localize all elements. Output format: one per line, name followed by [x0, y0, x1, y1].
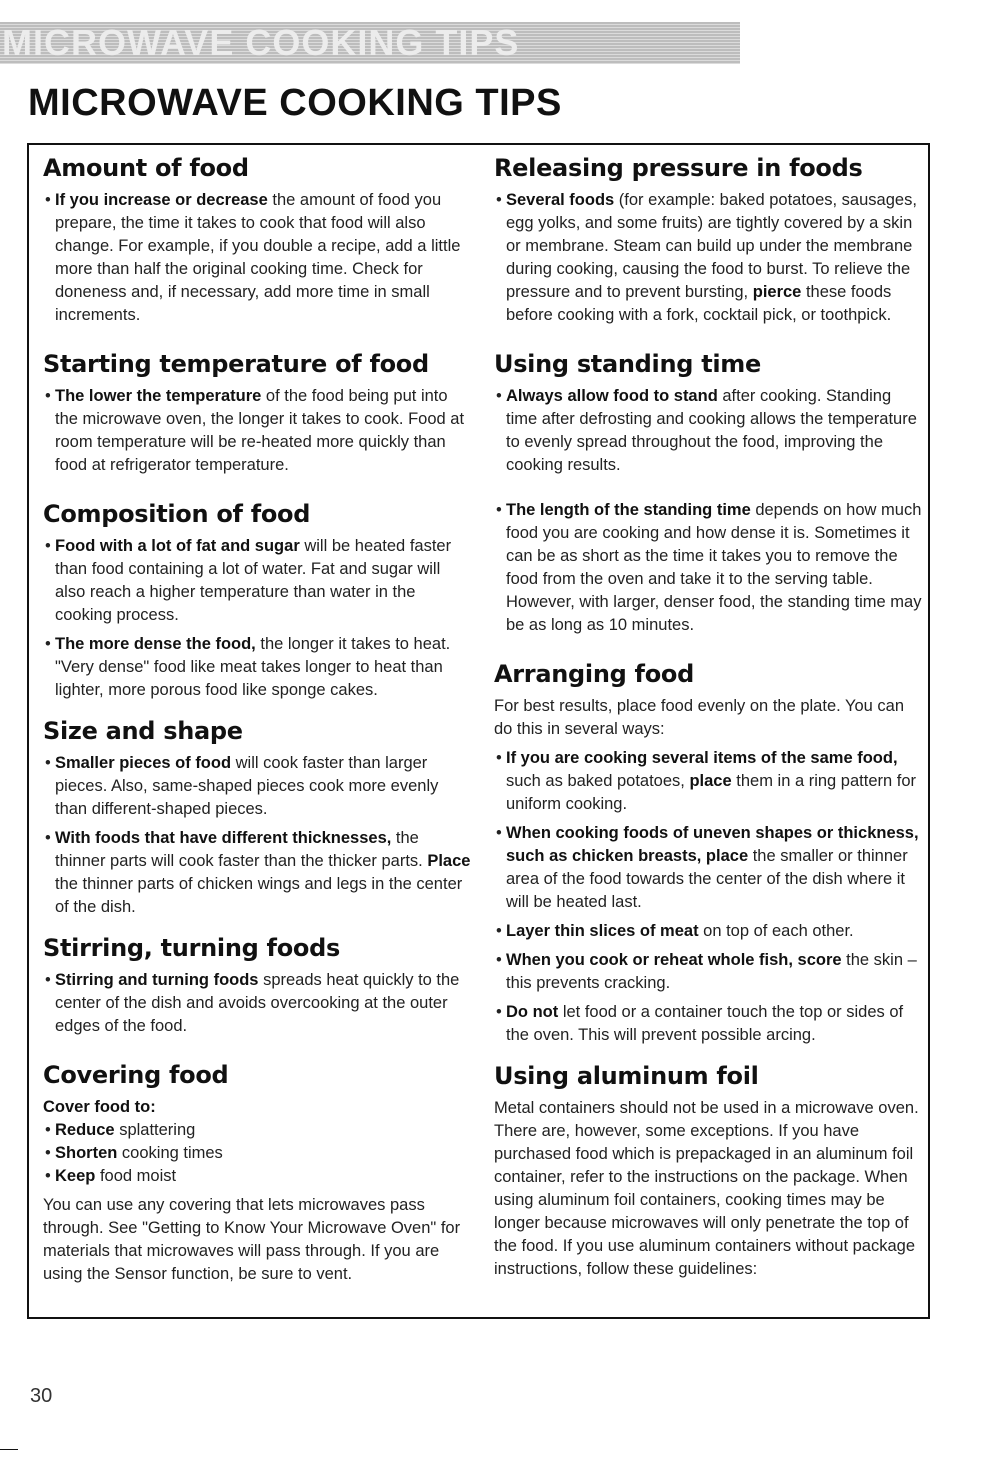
bullet-strong: When cooking foods of uneven shapes or thickness, such as chicken breasts, place [506, 824, 919, 865]
bullet-covering-1 [43, 1119, 473, 1142]
page-number: 30 [30, 1385, 53, 1407]
bullet-text: spreads heat quickly to the center of the dish and avoids overcooking at the outer edges of the food. [55, 971, 460, 1035]
bullet-text: such as baked potatoes, [506, 772, 690, 790]
bullet-text: of the food being put into the microwave oven, the longer it takes to cook. Food at room temperature will be re-heated more quickly than food at refrigerator temperature. [55, 387, 465, 474]
corner-mark [0, 1449, 18, 1450]
heading-stirring: Stirring, turning foods [43, 934, 340, 962]
bullet-text: cooking times [117, 1144, 223, 1162]
section-aluminum-foil [494, 1061, 924, 1281]
heading-starting-temperature: Starting temperature of food [43, 350, 429, 378]
section-size-shape [43, 716, 473, 919]
bullet-strong: place [689, 772, 732, 790]
heading-releasing-pressure: Releasing pressure in foods [494, 154, 863, 182]
bullet-text: will be heated faster than food containing a lot of water. Fat and sugar will also reach a higher temperature than water in the cooking process. [55, 537, 452, 624]
bullet-text: will cook faster than larger pieces. Also, same-shaped pieces cook more evenly than different-shaped pieces. [55, 754, 439, 818]
bullet-covering-2 [43, 1142, 473, 1165]
bullet-standing-2 [494, 499, 924, 637]
bullet-text: the amount of food you prepare, the time it takes to cook that food will also change. For example, if you double a recipe, add a little more than half the original cooking time. Check for doneness and, if necessary, add more time in small increments. [55, 191, 461, 324]
bullet-strong: Place [427, 852, 471, 870]
foil-paragraph: Metal containers should not be used in a microwave oven. There are, however, some exceptions. If you have purchased food which is prepackaged in an aluminum foil container, refer to the instructions on the package. When using aluminum foil containers, cooking times may be longer because microwaves will only penetrate the top of the food. If you use aluminum containers without package instructions, follow these guidelines: [494, 1099, 919, 1278]
bullet-size-2 [43, 827, 473, 919]
bullet-text: after cooking. Standing time after defrosting and cooking allows the temperature to evenly spread throughout the food, improving the cooking results. [506, 387, 917, 474]
bullet-strong: Layer thin slices of meat [506, 922, 699, 940]
right-column [494, 153, 924, 1281]
bullet-text: the skin – this prevents cracking. [506, 951, 917, 992]
section-banner [0, 22, 740, 64]
bullet-strong: Reduce [55, 1121, 115, 1139]
covering-lead-text: Cover food to: [43, 1098, 156, 1116]
arranging-intro: For best results, place food evenly on the plate. You can do this in several ways: [494, 697, 905, 738]
bullet-strong: Smaller pieces of food [55, 754, 232, 772]
bullet-strong: The more dense the food, [55, 635, 256, 653]
section-stirring [43, 933, 473, 1038]
bullet-strong: The length of the standing time [506, 501, 751, 519]
heading-composition: Composition of food [43, 500, 311, 528]
page-title: MICROWAVE COOKING TIPS [28, 82, 562, 124]
banner-text: MICROWAVE COOKING TIPS [2, 22, 520, 63]
bullet-strong: The lower the temperature [55, 387, 262, 405]
heading-covering: Covering food [43, 1061, 229, 1089]
bullet-arranging-1 [494, 747, 924, 816]
covering-lead [43, 1096, 473, 1119]
bullet-text: the smaller or thinner area of the food towards the center of the dish where it will be heated last. [506, 847, 908, 911]
bullet-strong: If you are cooking several items of the same food, [506, 749, 898, 767]
bullet-text: the thinner parts will cook faster than the thicker parts. [55, 829, 428, 870]
bullet-text: on top of each other. [698, 922, 854, 940]
bullet-amount-1 [43, 189, 473, 327]
covering-paragraph: You can use any covering that lets microwaves pass through. See "Getting to Know Your Microwave Oven" for materials that microwaves will pass through. If you are using the Sensor function, be sure to vent. [43, 1196, 461, 1283]
section-covering [43, 1060, 473, 1286]
bullet-strong: Several foods [506, 191, 615, 209]
heading-standing-time: Using standing time [494, 350, 761, 378]
bullet-text: (for example: baked potatoes, sausages, egg yolks, and some fruits) are tightly covered by a skin or membrane. Steam can build up under the membrane during cooking, causing the food to burst. To relieve the pressure and to prevent bursting, [506, 191, 917, 301]
bullet-strong: With foods that have different thicknesses, [55, 829, 392, 847]
bullet-text: splattering [114, 1121, 196, 1139]
section-composition [43, 499, 473, 702]
bullet-text: the thinner parts of chicken wings and legs in the center of the dish. [55, 875, 463, 916]
heading-amount: Amount of food [43, 154, 249, 182]
bullet-covering-3 [43, 1165, 473, 1188]
heading-aluminum-foil: Using aluminum foil [494, 1062, 759, 1090]
bullet-starting-1 [43, 385, 473, 477]
bullet-size-1 [43, 752, 473, 821]
section-arranging [494, 659, 924, 1047]
bullet-arranging-2 [494, 822, 924, 914]
bullet-strong: Shorten [55, 1144, 118, 1162]
bullet-strong: Food with a lot of fat and sugar [55, 537, 300, 555]
bullet-text: food moist [95, 1167, 177, 1185]
bullet-text: depends on how much food you are cooking and how dense it is. Sometimes it can be as short as the time it takes you to remove the food from the oven and take it to the serving table. However, with larger, denser food, the standing time may be as long as 10 minutes. [506, 501, 922, 634]
section-releasing-pressure [494, 153, 924, 327]
section-starting-temperature [43, 349, 473, 477]
bullet-text: them in a ring pattern for uniform cooking. [506, 772, 917, 813]
heading-arranging: Arranging food [494, 660, 694, 688]
bullet-strong: Do not [506, 1003, 559, 1021]
bullet-text: these foods before cooking with a fork, cocktail pick, or toothpick. [506, 283, 892, 324]
left-column [43, 153, 473, 1286]
tips-panel [27, 143, 930, 1319]
bullet-text: the longer it takes to heat. "Very dense" food like meat takes longer to heat than lighter, more porous food like sponge cakes. [55, 635, 451, 699]
bullet-strong: Stirring and turning foods [55, 971, 259, 989]
bullet-releasing-1 [494, 189, 924, 327]
bullet-arranging-4 [494, 949, 924, 995]
bullet-strong: Keep [55, 1167, 96, 1185]
bullet-strong: When you cook or reheat whole fish, score [506, 951, 842, 969]
bullet-strong: If you increase or decrease [55, 191, 268, 209]
bullet-strong: pierce [752, 283, 802, 301]
bullet-arranging-3 [494, 920, 924, 943]
bullet-arranging-5 [494, 1001, 924, 1047]
bullet-text: let food or a container touch the top or sides of the oven. This will prevent possible arcing. [506, 1003, 904, 1044]
bullet-stirring-1 [43, 969, 473, 1038]
section-amount [43, 153, 473, 327]
heading-size-shape: Size and shape [43, 717, 243, 745]
bullet-strong: Always allow food to stand [506, 387, 718, 405]
section-standing-time [494, 349, 924, 637]
bullet-composition-2 [43, 633, 473, 702]
bullet-composition-1 [43, 535, 473, 627]
bullet-standing-1 [494, 385, 924, 477]
